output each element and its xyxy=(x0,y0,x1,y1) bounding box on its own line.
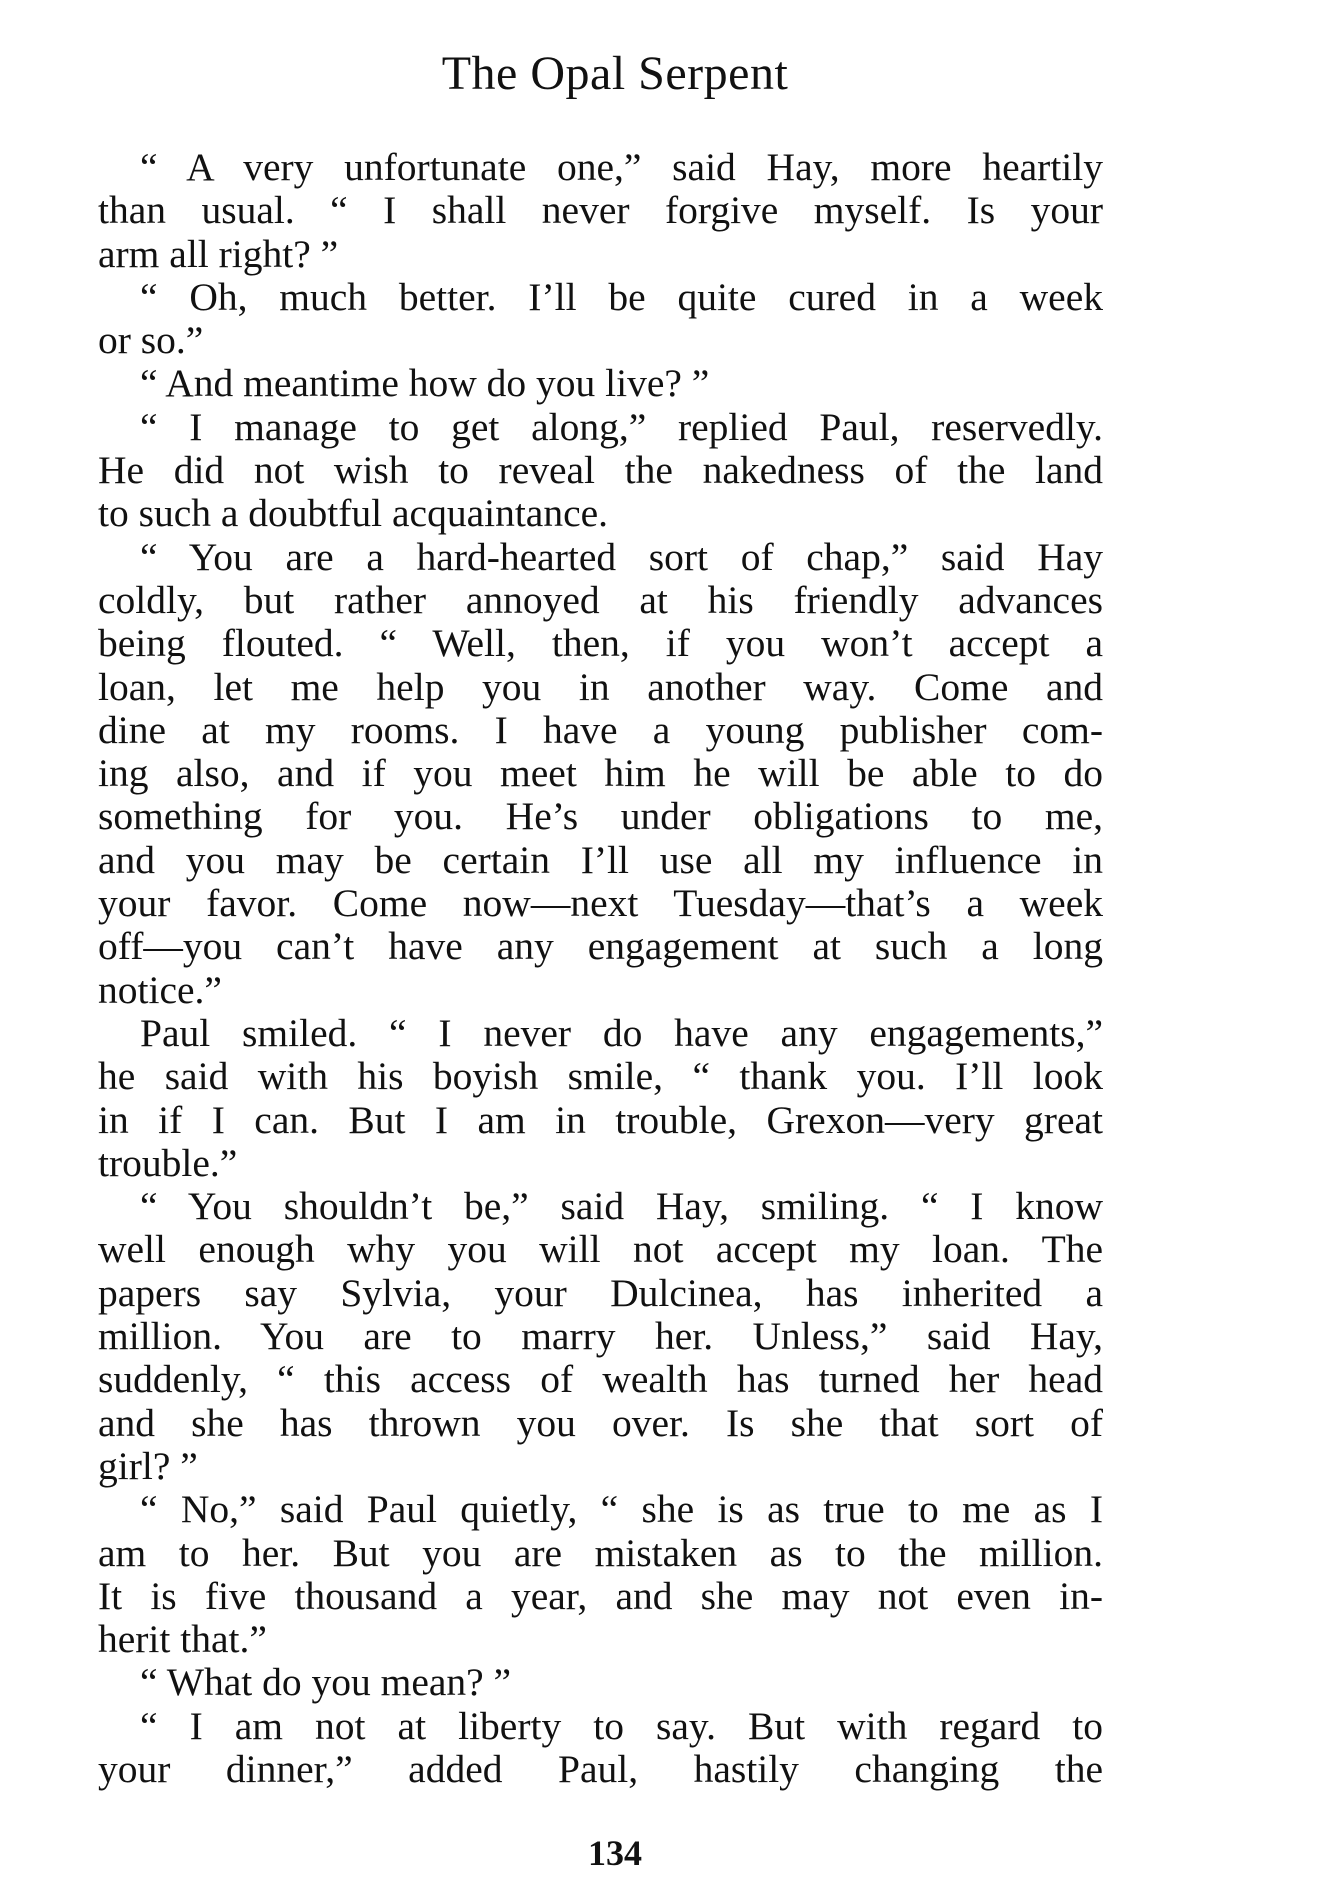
text-line: “ What do you mean? ” xyxy=(140,1660,512,1705)
text-line: dine at my rooms. I have a young publisher com- xyxy=(98,708,1103,752)
text-line: something for you. He’s under obligations to me, xyxy=(98,795,1103,839)
text-line: than usual. “ I shall never forgive myself. Is your xyxy=(98,189,1103,233)
text-line: “ You are a hard-hearted sort of chap,” said Hay xyxy=(140,535,1103,579)
text-line: million. You are to marry her. Unless,” said Hay, xyxy=(98,1315,1103,1359)
text-line: papers say Sylvia, your Dulcinea, has inherited a xyxy=(98,1271,1103,1315)
text-line: “ A very unfortunate one,” said Hay, more heartily xyxy=(140,146,1103,189)
text-line: girl? ” xyxy=(98,1443,198,1488)
text-line: to such a doubtful acquaintance. xyxy=(98,491,609,536)
text-line: in if I can. But I am in trouble, Grexon—very great xyxy=(98,1098,1103,1142)
text-line: “ No,” said Paul quietly, “ she is as true to me as I xyxy=(140,1488,1103,1532)
text-line: trouble.” xyxy=(98,1140,238,1185)
text-line: “ You shouldn’t be,” said Hay, smiling. “ I know xyxy=(140,1185,1103,1229)
text-line: and she has thrown you over. Is she that sort of xyxy=(98,1401,1103,1445)
text-line: “ I manage to get along,” replied Paul, reservedly. xyxy=(140,405,1103,449)
text-line: your favor. Come now—next Tuesday—that’s a week xyxy=(98,882,1103,926)
text-line: ing also, and if you meet him he will be able to do xyxy=(98,752,1103,796)
text-line: loan, let me help you in another way. Come and xyxy=(98,665,1103,709)
page-number: 134 xyxy=(588,1833,642,1873)
text-line: He did not wish to reveal the nakedness of the land xyxy=(98,449,1103,493)
text-line: or so.” xyxy=(98,318,204,363)
text-line: he said with his boyish smile, “ thank you. I’ll look xyxy=(98,1055,1103,1099)
text-line: Paul smiled. “ I never do have any engagements,” xyxy=(140,1011,1103,1055)
text-line: and you may be certain I’ll use all my influence in xyxy=(98,838,1103,882)
text-line: well enough why you will not accept my loan. The xyxy=(98,1228,1103,1272)
text-line: coldly, but rather annoyed at his friendly advances xyxy=(98,578,1103,622)
text-line: “ Oh, much better. I’ll be quite cured in a week xyxy=(140,275,1103,319)
text-line: “ I am not at liberty to say. But with regard to xyxy=(140,1704,1103,1748)
text-line: herit that.” xyxy=(98,1617,267,1662)
text-line: being flouted. “ Well, then, if you won’t accept a xyxy=(98,622,1103,666)
text-line: arm all right? ” xyxy=(98,231,339,276)
text-line: suddenly, “ this access of wealth has turned her head xyxy=(98,1358,1103,1402)
text-line: notice.” xyxy=(98,967,222,1012)
text-line: am to her. But you are mistaken as to the million. xyxy=(98,1531,1103,1575)
body-text xyxy=(98,146,1103,1791)
text-line: off—you can’t have any engagement at such a long xyxy=(98,925,1103,969)
text-line: “ And meantime how do you live? ” xyxy=(140,361,710,406)
text-line: your dinner,” added Paul, hastily changing the xyxy=(98,1747,1103,1791)
text-line: It is five thousand a year, and she may not even in- xyxy=(98,1574,1103,1618)
running-title: The Opal Serpent xyxy=(441,47,789,100)
